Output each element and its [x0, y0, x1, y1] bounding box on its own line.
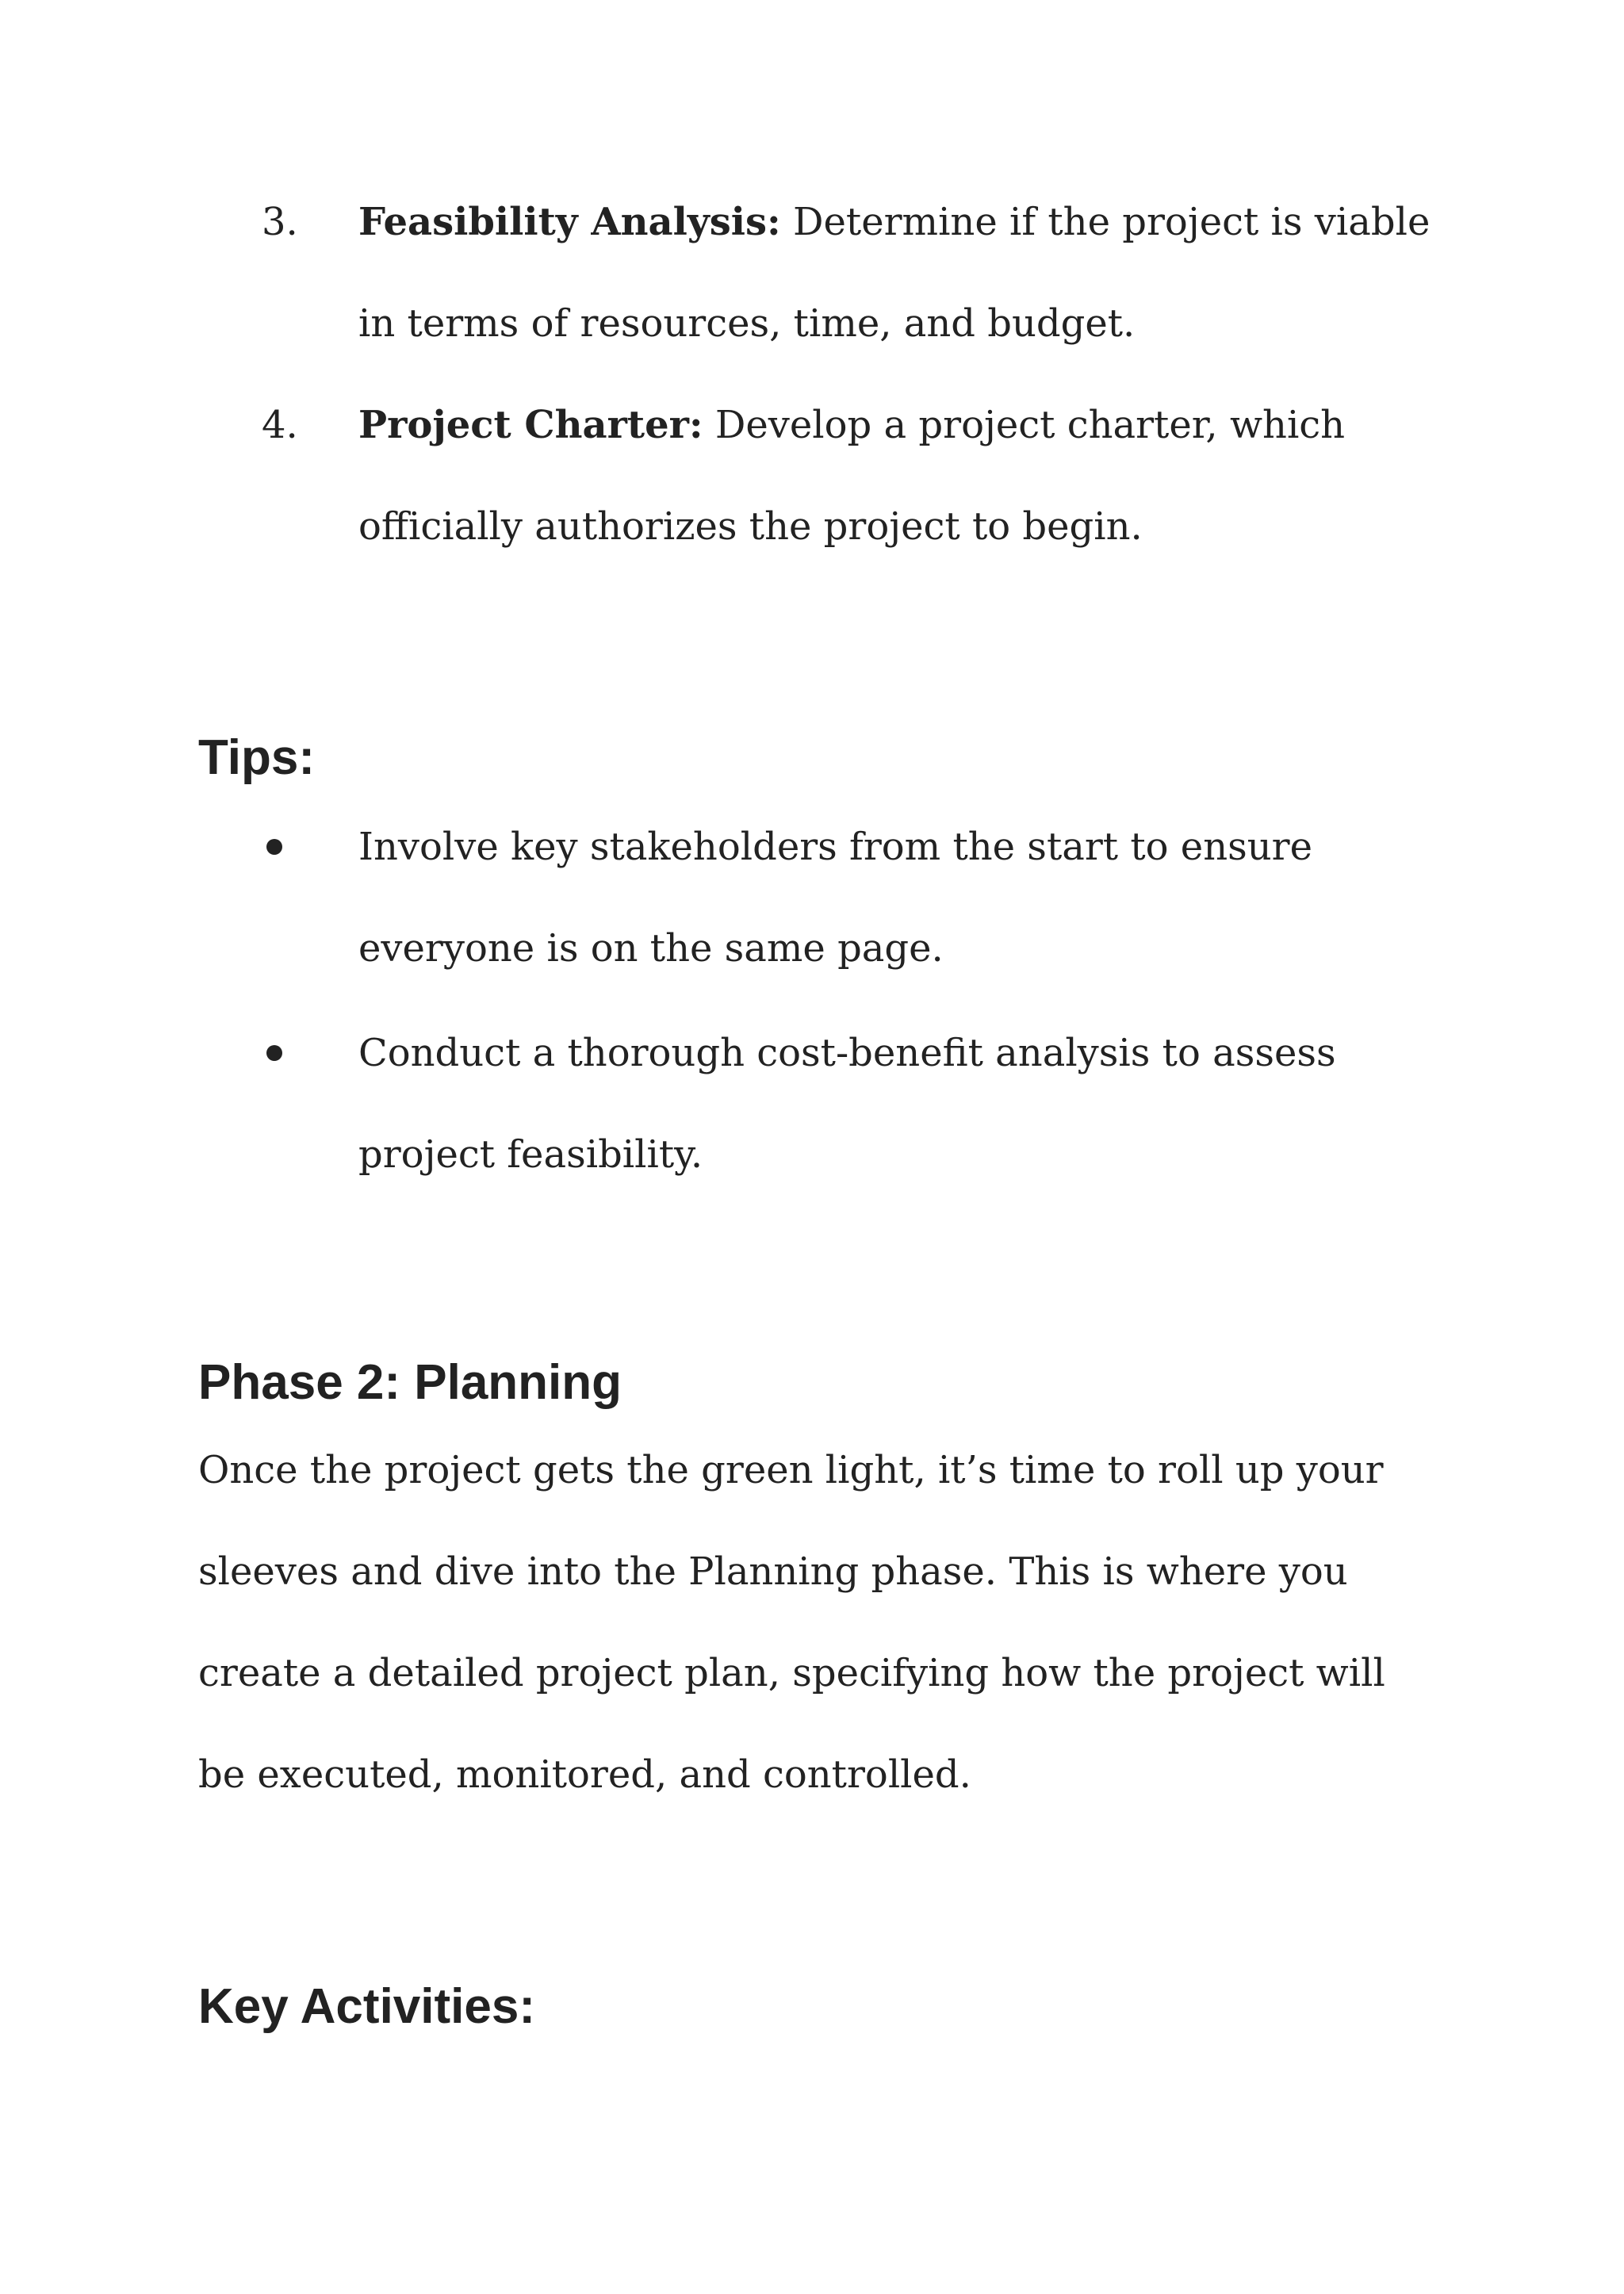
- list-item-term: Feasibility Analysis:: [358, 200, 781, 244]
- list-item-term: Project Charter:: [358, 403, 703, 447]
- phase-2-paragraph: Once the project gets the green light, it’s time to roll up your sleeves and dive into the Planning phase. This is where you create a detailed project plan, specifying how the project will be executed, monitored, and controlled.: [198, 1448, 1385, 1797]
- tip-item: [309, 1002, 1451, 1205]
- list-number: 3.: [262, 200, 298, 244]
- list-item-project-charter: [262, 374, 1451, 577]
- tip-text: Conduct a thorough cost-benefit analysis to assess project feasibility.: [358, 1031, 1336, 1177]
- phase-2-heading: Phase 2: Planning: [198, 1355, 622, 1410]
- list-number: 4.: [262, 403, 298, 447]
- key-activities-heading: Key Activities:: [198, 1979, 535, 2034]
- list-item-content: [358, 374, 1451, 577]
- list-item-content: [358, 171, 1451, 374]
- bullet-icon: [266, 1045, 282, 1061]
- list-item-feasibility-analysis: [262, 171, 1451, 374]
- tip-item: [309, 796, 1451, 999]
- tips-heading: Tips:: [198, 730, 315, 785]
- list-item-text: Develop a project charter, which officially authorizes the project to begin.: [358, 403, 1346, 549]
- bullet-icon: [266, 839, 282, 855]
- list-item-text: Determine if the project is viable in terms of resources, time, and budget.: [358, 200, 1431, 346]
- tip-text: Involve key stakeholders from the start to ensure everyone is on the same page.: [358, 825, 1312, 971]
